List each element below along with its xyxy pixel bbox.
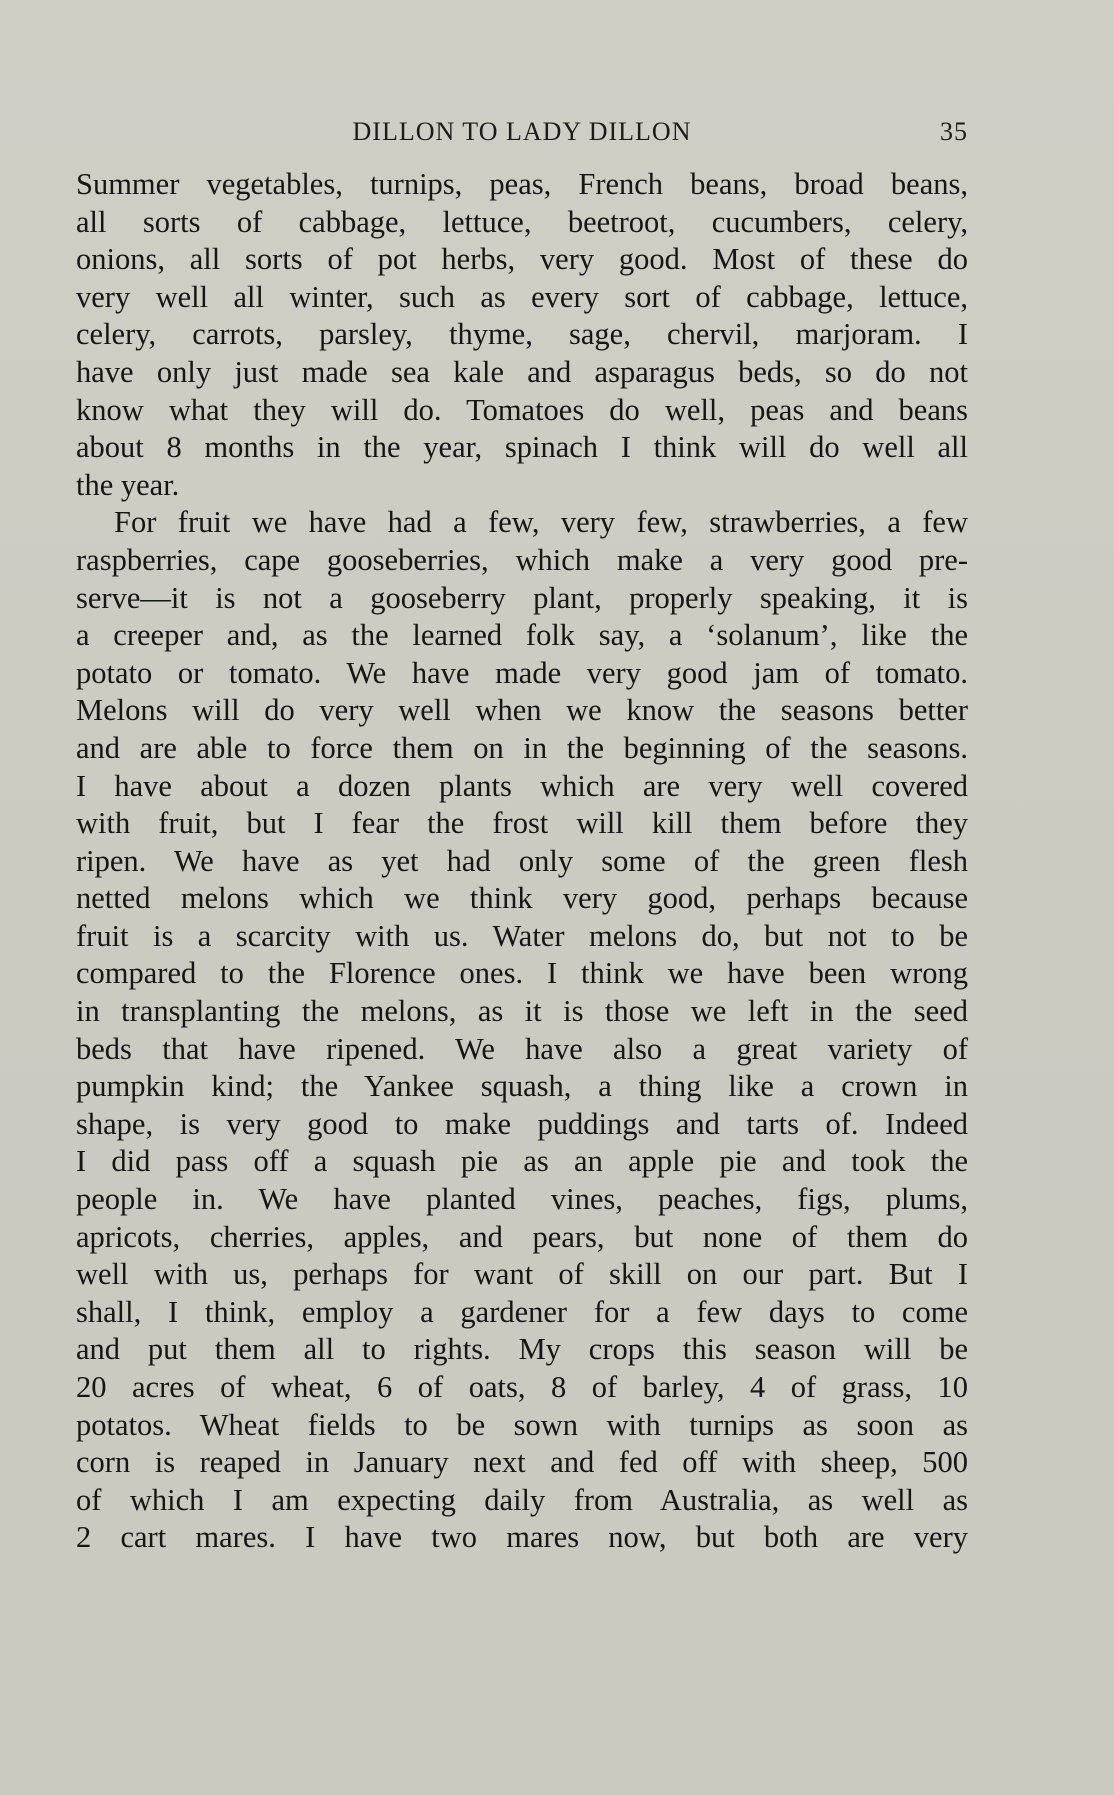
text-line: corn is reaped in January next and fed off with sheep, 500 [76, 1445, 968, 1480]
text-line: of which I am expecting daily from Australia, as well as [76, 1482, 968, 1517]
text-line: pumpkin kind; the Yankee squash, a thing like a crown in [76, 1069, 968, 1104]
text-line: 2 cart mares. I have two mares now, but both are very [76, 1520, 968, 1555]
text-line: with fruit, but I fear the frost will kill them before they [76, 806, 968, 841]
text-line: I have about a dozen plants which are very well covered [76, 768, 968, 803]
text-line: onions, all sorts of pot herbs, very good. Most of these do [76, 242, 968, 277]
text-line: know what they will do. Tomatoes do well, peas and beans [76, 392, 968, 427]
text-line: have only just made sea kale and asparagus beds, so do not [76, 354, 968, 389]
text-line: I did pass off a squash pie as an apple pie and took the [76, 1144, 968, 1179]
text-line: and are able to force them on in the beginning of the seasons. [76, 730, 968, 765]
text-line: netted melons which we think very good, perhaps because [76, 881, 968, 916]
text-line: Summer vegetables, turnips, peas, French beans, broad beans, [76, 167, 968, 201]
text-line: potato or tomato. We have made very good jam of tomato. [76, 655, 968, 690]
text-line: all sorts of cabbage, lettuce, beetroot, cucumbers, celery, [76, 204, 968, 239]
text-line: Melons will do very well when we know the seasons better [76, 693, 968, 728]
text-line: and put them all to rights. My crops this season will be [76, 1332, 968, 1367]
text-line: shall, I think, employ a gardener for a few days to come [76, 1294, 968, 1329]
running-head [76, 117, 968, 151]
text-line: beds that have ripened. We have also a great variety of [76, 1031, 968, 1066]
text-line: ripen. We have as yet had only some of the green flesh [76, 843, 968, 878]
text-line: serve—it is not a gooseberry plant, properly speaking, it is [76, 580, 968, 615]
body-text [76, 166, 968, 1557]
page-number: 35 [940, 117, 968, 146]
text-line: in transplanting the melons, as it is those we left in the seed [76, 994, 968, 1029]
text-line: shape, is very good to make puddings and tarts of. Indeed [76, 1106, 968, 1141]
text-line: very well all winter, such as every sort of cabbage, lettuce, [76, 279, 968, 314]
text-line: potatos. Wheat fields to be sown with turnips as soon as [76, 1407, 968, 1442]
text-line: fruit is a scarcity with us. Water melons do, but not to be [76, 918, 968, 953]
text-line: For fruit we have had a few, very few, strawberries, a few [114, 505, 968, 540]
text-line: the year. [76, 467, 180, 502]
text-line: 20 acres of wheat, 6 of oats, 8 of barley, 4 of grass, 10 [76, 1370, 968, 1404]
text-line: raspberries, cape gooseberries, which make a very good pre- [76, 542, 968, 577]
text-line: celery, carrots, parsley, thyme, sage, chervil, marjoram. I [76, 317, 968, 352]
running-title: DILLON TO LADY DILLON [352, 117, 692, 146]
text-line: well with us, perhaps for want of skill on our part. But I [76, 1257, 968, 1292]
text-line: compared to the Florence ones. I think we have been wrong [76, 956, 968, 991]
text-line: about 8 months in the year, spinach I think will do well all [76, 430, 968, 465]
text-line: apricots, cherries, apples, and pears, but none of them do [76, 1219, 968, 1254]
text-line: a creeper and, as the learned folk say, a ‘solanum’, like the [76, 618, 968, 653]
text-line: people in. We have planted vines, peaches, figs, plums, [76, 1182, 968, 1217]
